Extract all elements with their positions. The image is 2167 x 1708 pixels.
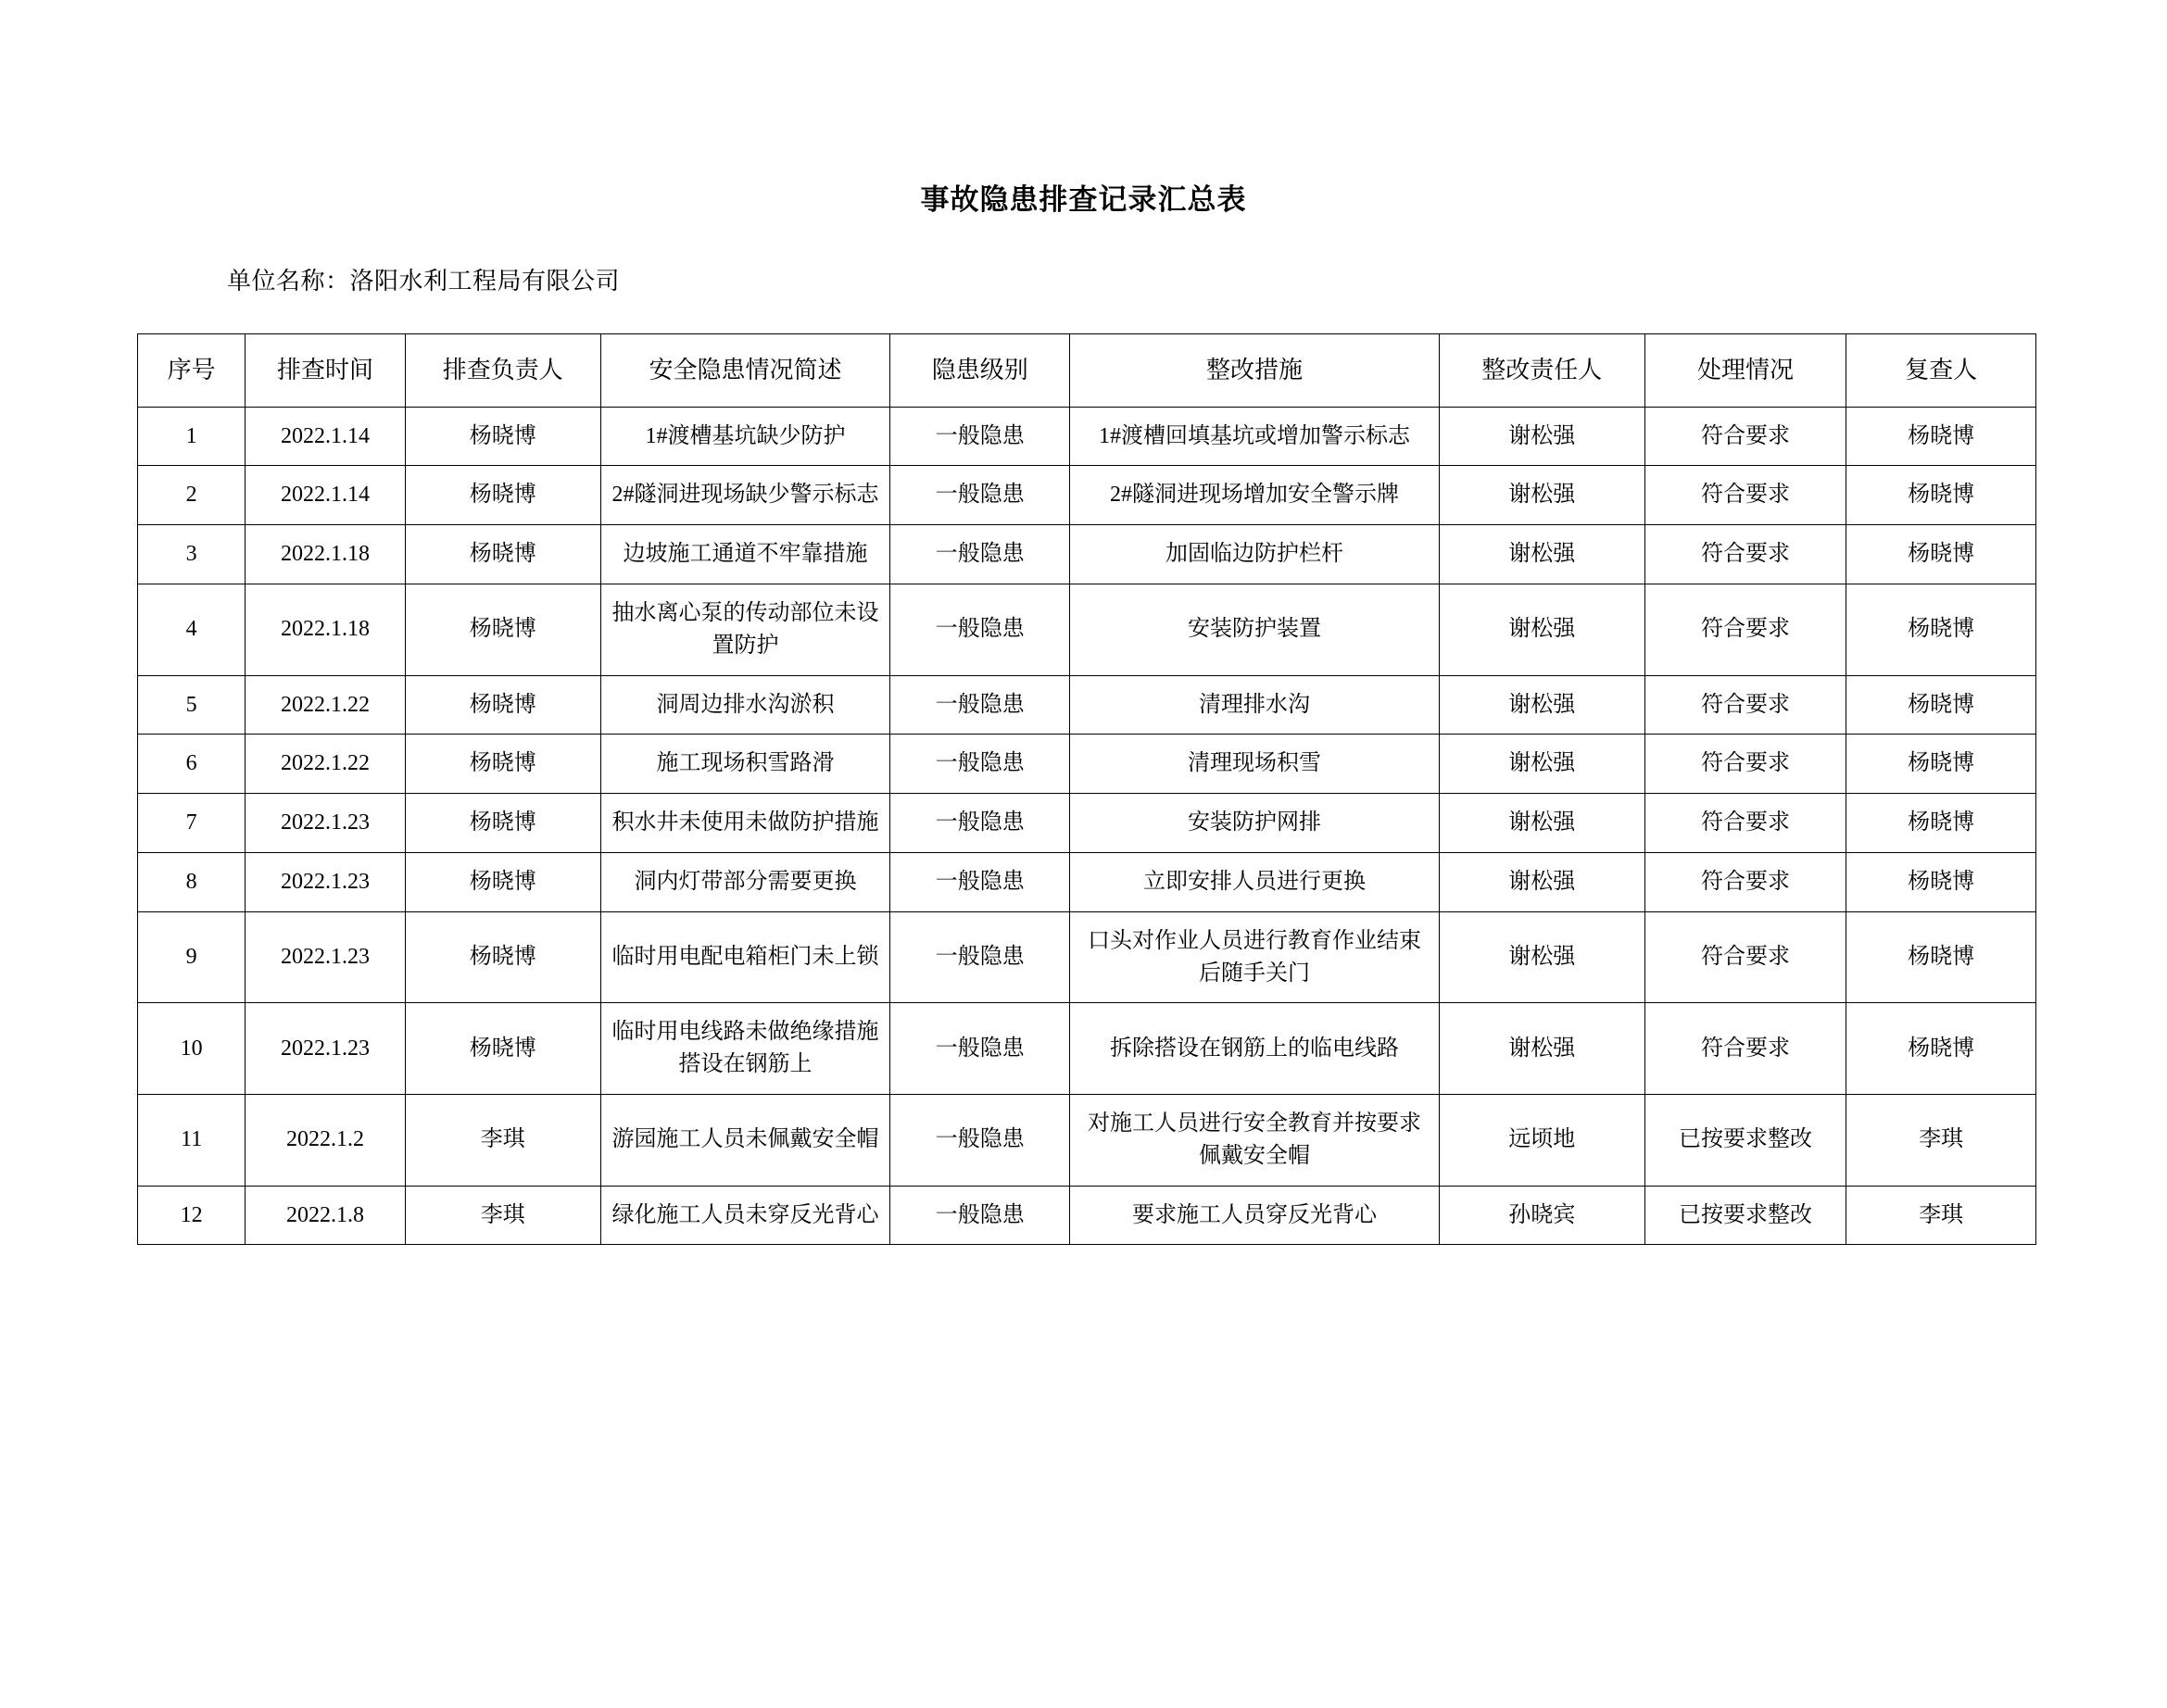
cell-date: 2022.1.23 [246, 853, 405, 912]
cell-inspector: 李琪 [405, 1186, 600, 1245]
cell-description: 临时用电配电箱柜门未上锁 [600, 911, 889, 1003]
cell-level: 一般隐患 [890, 407, 1070, 466]
cell-level: 一般隐患 [890, 911, 1070, 1003]
cell-no: 7 [138, 794, 246, 853]
cell-no: 10 [138, 1003, 246, 1095]
cell-level: 一般隐患 [890, 735, 1070, 794]
table-row [138, 1095, 2036, 1187]
column-header-date: 排查时间 [246, 334, 405, 408]
cell-no: 12 [138, 1186, 246, 1245]
cell-measure: 安装防护装置 [1070, 584, 1440, 676]
cell-no: 5 [138, 675, 246, 735]
cell-status: 符合要求 [1644, 525, 1846, 584]
cell-date: 2022.1.8 [246, 1186, 405, 1245]
column-header-description: 安全隐患情况简述 [600, 334, 889, 408]
cell-reviewer: 杨晓博 [1846, 525, 2036, 584]
unit-name-line [227, 262, 2167, 296]
cell-no: 1 [138, 407, 246, 466]
cell-responsible: 谢松强 [1439, 525, 1644, 584]
cell-reviewer: 杨晓博 [1846, 584, 2036, 676]
cell-level: 一般隐患 [890, 1186, 1070, 1245]
cell-responsible: 谢松强 [1439, 1003, 1644, 1095]
table-row [138, 1003, 2036, 1095]
cell-measure: 2#隧洞进现场增加安全警示牌 [1070, 466, 1440, 525]
column-header-no: 序号 [138, 334, 246, 408]
table-row [138, 466, 2036, 525]
cell-status: 已按要求整改 [1644, 1186, 1846, 1245]
cell-description: 洞周边排水沟淤积 [600, 675, 889, 735]
cell-status: 已按要求整改 [1644, 1095, 1846, 1187]
cell-responsible: 谢松强 [1439, 735, 1644, 794]
cell-date: 2022.1.23 [246, 1003, 405, 1095]
cell-level: 一般隐患 [890, 794, 1070, 853]
cell-responsible: 孙晓宾 [1439, 1186, 1644, 1245]
cell-reviewer: 李琪 [1846, 1095, 2036, 1187]
cell-responsible: 谢松强 [1439, 911, 1644, 1003]
cell-inspector: 杨晓博 [405, 853, 600, 912]
table-row [138, 735, 2036, 794]
cell-date: 2022.1.14 [246, 466, 405, 525]
cell-status: 符合要求 [1644, 911, 1846, 1003]
cell-measure: 要求施工人员穿反光背心 [1070, 1186, 1440, 1245]
cell-status: 符合要求 [1644, 853, 1846, 912]
cell-inspector: 李琪 [405, 1095, 600, 1187]
cell-reviewer: 李琪 [1846, 1186, 2036, 1245]
cell-measure: 口头对作业人员进行教育作业结束后随手关门 [1070, 911, 1440, 1003]
cell-description: 游园施工人员未佩戴安全帽 [600, 1095, 889, 1187]
cell-responsible: 谢松强 [1439, 853, 1644, 912]
table-row [138, 675, 2036, 735]
table-row [138, 1186, 2036, 1245]
cell-reviewer: 杨晓博 [1846, 853, 2036, 912]
cell-measure: 1#渡槽回填基坑或增加警示标志 [1070, 407, 1440, 466]
cell-measure: 安装防护网排 [1070, 794, 1440, 853]
cell-inspector: 杨晓博 [405, 525, 600, 584]
column-header-level: 隐患级别 [890, 334, 1070, 408]
cell-level: 一般隐患 [890, 1003, 1070, 1095]
cell-date: 2022.1.22 [246, 675, 405, 735]
cell-measure: 拆除搭设在钢筋上的临电线路 [1070, 1003, 1440, 1095]
cell-description: 施工现场积雪路滑 [600, 735, 889, 794]
cell-measure: 清理排水沟 [1070, 675, 1440, 735]
cell-description: 边坡施工通道不牢靠措施 [600, 525, 889, 584]
cell-status: 符合要求 [1644, 407, 1846, 466]
cell-no: 11 [138, 1095, 246, 1187]
cell-date: 2022.1.18 [246, 584, 405, 676]
document-page [0, 176, 2167, 1708]
cell-description: 绿化施工人员未穿反光背心 [600, 1186, 889, 1245]
cell-inspector: 杨晓博 [405, 407, 600, 466]
cell-date: 2022.1.2 [246, 1095, 405, 1187]
cell-description: 1#渡槽基坑缺少防护 [600, 407, 889, 466]
cell-level: 一般隐患 [890, 853, 1070, 912]
unit-name-value: 洛阳水利工程局有限公司 [349, 268, 621, 295]
cell-reviewer: 杨晓博 [1846, 1003, 2036, 1095]
table-row [138, 525, 2036, 584]
cell-description: 抽水离心泵的传动部位未设置防护 [600, 584, 889, 676]
cell-inspector: 杨晓博 [405, 1003, 600, 1095]
cell-responsible: 谢松强 [1439, 407, 1644, 466]
cell-date: 2022.1.22 [246, 735, 405, 794]
page-title: 事故隐患排查记录汇总表 [920, 183, 1247, 216]
unit-name-label: 单位名称： [227, 268, 350, 295]
cell-date: 2022.1.23 [246, 794, 405, 853]
table-row [138, 794, 2036, 853]
cell-status: 符合要求 [1644, 735, 1846, 794]
cell-reviewer: 杨晓博 [1846, 794, 2036, 853]
column-header-status: 处理情况 [1644, 334, 1846, 408]
cell-status: 符合要求 [1644, 675, 1846, 735]
cell-description: 临时用电线路未做绝缘措施搭设在钢筋上 [600, 1003, 889, 1095]
cell-responsible: 远顷地 [1439, 1095, 1644, 1187]
cell-responsible: 谢松强 [1439, 794, 1644, 853]
column-header-measure: 整改措施 [1070, 334, 1440, 408]
cell-inspector: 杨晓博 [405, 911, 600, 1003]
table-row [138, 853, 2036, 912]
column-header-inspector: 排查负责人 [405, 334, 600, 408]
cell-responsible: 谢松强 [1439, 675, 1644, 735]
cell-inspector: 杨晓博 [405, 675, 600, 735]
cell-status: 符合要求 [1644, 1003, 1846, 1095]
table-row [138, 911, 2036, 1003]
cell-date: 2022.1.14 [246, 407, 405, 466]
cell-description: 2#隧洞进现场缺少警示标志 [600, 466, 889, 525]
cell-no: 2 [138, 466, 246, 525]
cell-level: 一般隐患 [890, 466, 1070, 525]
cell-reviewer: 杨晓博 [1846, 735, 2036, 794]
cell-reviewer: 杨晓博 [1846, 675, 2036, 735]
column-header-responsible: 整改责任人 [1439, 334, 1644, 408]
cell-reviewer: 杨晓博 [1846, 407, 2036, 466]
record-table-wrapper [137, 333, 2036, 1245]
cell-measure: 对施工人员进行安全教育并按要求佩戴安全帽 [1070, 1095, 1440, 1187]
hazard-record-table [137, 333, 2036, 1245]
cell-no: 8 [138, 853, 246, 912]
cell-responsible: 谢松强 [1439, 466, 1644, 525]
cell-description: 洞内灯带部分需要更换 [600, 853, 889, 912]
column-header-reviewer: 复查人 [1846, 334, 2036, 408]
cell-no: 6 [138, 735, 246, 794]
cell-status: 符合要求 [1644, 584, 1846, 676]
cell-description: 积水井未使用未做防护措施 [600, 794, 889, 853]
table-header-row [138, 334, 2036, 408]
cell-level: 一般隐患 [890, 584, 1070, 676]
table-row [138, 584, 2036, 676]
cell-reviewer: 杨晓博 [1846, 911, 2036, 1003]
cell-responsible: 谢松强 [1439, 584, 1644, 676]
cell-date: 2022.1.23 [246, 911, 405, 1003]
cell-no: 3 [138, 525, 246, 584]
table-row [138, 407, 2036, 466]
cell-inspector: 杨晓博 [405, 735, 600, 794]
cell-reviewer: 杨晓博 [1846, 466, 2036, 525]
cell-measure: 立即安排人员进行更换 [1070, 853, 1440, 912]
cell-level: 一般隐患 [890, 1095, 1070, 1187]
cell-inspector: 杨晓博 [405, 584, 600, 676]
cell-date: 2022.1.18 [246, 525, 405, 584]
cell-inspector: 杨晓博 [405, 466, 600, 525]
cell-measure: 清理现场积雪 [1070, 735, 1440, 794]
cell-level: 一般隐患 [890, 675, 1070, 735]
cell-status: 符合要求 [1644, 794, 1846, 853]
cell-status: 符合要求 [1644, 466, 1846, 525]
cell-inspector: 杨晓博 [405, 794, 600, 853]
cell-no: 9 [138, 911, 246, 1003]
cell-measure: 加固临边防护栏杆 [1070, 525, 1440, 584]
cell-level: 一般隐患 [890, 525, 1070, 584]
cell-no: 4 [138, 584, 246, 676]
